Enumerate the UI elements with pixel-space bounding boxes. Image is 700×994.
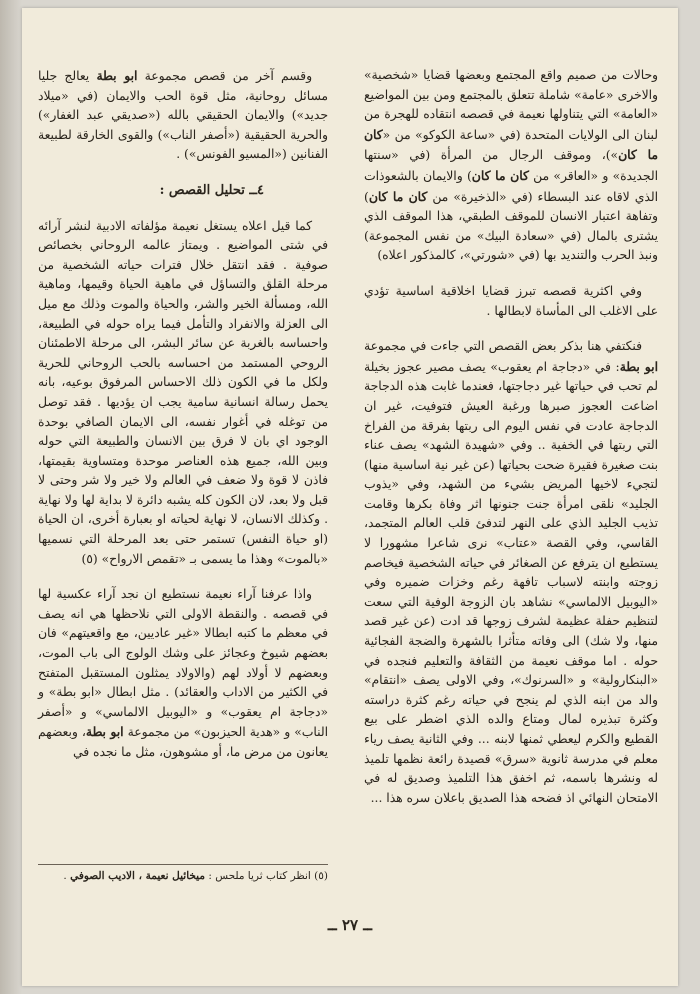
page-number: ــ ٢٧ ــ	[327, 916, 373, 934]
text-run: »)، وموقف الرجال من المرأة (في «سنتها الجديدة» و «العاقر» من	[364, 148, 658, 183]
section-heading: ٤ــ تحليل القصص :	[159, 182, 264, 198]
book-title: كان ما كان	[364, 126, 658, 163]
text-run: ) وتفاهة اعتبار الانسان للموقف الطبقي، هذا الموقف الذي يشترى بالمال (في «سعادة البيك» من نفس المجموعة) ونبذ الحرب والتنديد بها (في «شورتي»، كالمذكور اعلاه)	[364, 189, 658, 263]
text-run: ) والايمان بالشعوذات الذي لاقاه عند البسطاء (في «الذخيرة» من	[364, 168, 658, 204]
footnote-suffix: .	[63, 870, 71, 882]
book-title: ابو بطة	[619, 358, 658, 374]
binding-shadow	[0, 0, 22, 994]
left-paragraph-2: كما قيل اعلاه يستغل نعيمة مؤلفاته الادبية لنشر آرائه في شتى المواضيع . ويمتاز عالمه الروحاني بخصائص صوفية . فقد انتقل خلال فترات حياته الشخصية من مرحلة القلق والتساؤل في ماهية الحياة وقيمها، وماهية الله، ومسألة الخير والشر، والحياة والموت وذلك مع ميل الى العزلة والانفراد والتأمل فيما يراه حوله في الطبيعة، واحساسه بالغربة عن سائر البشر، الى مرحلة الاطمئنان الروحي المستمد من احساسه بالحب الروحاني للحرية ولكل ما في الكون ذلك الاحساس المرفوق بوعيه، بانه يحمل رسالة انسانية سامية يجب ان يؤديها . فقد توصل من توغله في أغوار نفسه، الى الايمان الصافي بوحدة الوجود اي بان لا فرق بين الانسان والطبيعة التي حوله وبين الله، جميع هذه العناصر موحدة ومتساوية بقيمتها، فاذن لا قوة ولا ضعف في العالم ولا خير ولا شر وحتى لا قبل ولا بعد، لان الكون كله يشبه دائرة لا بداية لها ولا نهاية . وكذلك الانسان، لا نهاية لحياته او بعبارة أخرى، ان الحياة (او حياة النفس) تستمر حتى بعد المرحلة التي نسميها «بالموت» وهذا ما يسمى بـ «تقمص الارواح» (٥)	[38, 218, 328, 566]
footnote-book-title: ميخائيل نعيمة ، الاديب الصوفي	[70, 870, 205, 882]
left-column	[38, 66, 328, 779]
magazine-page	[22, 8, 678, 986]
book-title: كان ما كان	[471, 167, 529, 183]
text-run: : في «دجاجة ام يعقوب» يصف مصير عجوز بخيلة لم تحب في حياتها غير دجاجتها، فعندما غابت هذه الدجاجة اضاعت العجوز صبرها ورغبة العيش فتوفيت، غير ان الدجاجة عادت في نفس اليوم الى ربتها بفرقة من الفراخ التي ربتها في الخفية .. وفي «شهيدة الشهد» يصف عناء بنت صغيرة فقيرة ضحت بحياتها (عن غير نية اساسية منها) لتجيء لاخيها المريض بشيء من الشهد، وفي «يذوب الجليد» نلقى امرأة جنت جنونها اثر وفاة بكرها وقامت تذيب الجليد الذي على النهر لتدفئ قلب العالم المتجمد، القاسي، وفي القصة «عتاب» نرى شاعرا مشهورا لا يستطيع ان يترفع عن الصغائر في حياته الشخصية فيخاصم زوجته وابنته لاسباب تافهة رغم وخزات ضميره وفي «اليوبيل الالماسي» نشاهد بان الزوجة الوفية التي سعت لتنظيم حفلة عظيمة لشرف زوجها قد ادت (عن غير قصد منها، ولا شك) الى وفاته متأثرا بالشهرة والضجة الفجائية حوله . اما موقف نعيمة من الثقافة والتعليم فنجده في «البنكارولية» و «السرنوك»، وفي الاولى يصف «انتقام» والد من ابنه الذي لم ينجح في حياته رغم كثرة دراسته وكثرة تبذيره لمال ومتاع والده الذي اضطر على بيع القطيع والكرم ليعطي ثمنها لابنه ... وفي الثانية يصف رياء معلم في مدرسة ثانوية «سرق» قصيدة رائعة نظمها تلميذ له ونشرها باسمه، ثم اخفق هذا التلميذ وصديق له في الامتحان النهائي اذ فضحه هذا الصديق باعلان سره هذا ...	[364, 359, 658, 805]
footnote-prefix: (٥) انظر كتاب ثريا ملحس :	[208, 870, 328, 882]
text-run: وقسم آخر من قصص مجموعة	[137, 69, 313, 83]
text-run: يعالج جليا مسائل روحانية، مثل قوة الحب والايمان (في «ميلاد جديد») والايمان الحقيقي بالله («صديقي عبد الغفار») والحرية الحقيقية («أصفر الناب») والقوى الخارقة لطبيعة الفنانين («المسيو الفونس») .	[38, 69, 328, 162]
footnote	[38, 870, 328, 882]
book-title: كان ما كان	[368, 188, 428, 204]
left-paragraph-3	[38, 585, 328, 762]
text-run: فنكتفي هنا بذكر بعض القصص التي جاءت في مجموعة	[364, 339, 642, 354]
text-run: وحالات من صميم واقع المجتمع وبعضها قضايا «شخصية» والاخرى «عامة» شاملة تتعلق بالمجتمع ومن بين المواضيع «العامة» التي يتناولها نعيمة في قصصه انتقاده للهجرة من لبنان الى الولايات المتحدة (في «ساعة الكوكو» من «	[364, 68, 658, 142]
left-paragraph-1	[38, 66, 328, 165]
right-paragraph-2: وفي اكثرية قصصه تبرز قضايا اخلاقية اساسية تؤدي على الاغلب الى المأساة لابطالها .	[364, 283, 658, 318]
text-run: واذا عرفنا آراء نعيمة نستطيع ان نجد آراء عكسية لها في قصصه . والنقطة الاولى التي نلاحظها هي انه يصف في معظم ما كتبه ابطالا «غير عاديين، مع واقعيتهم» فان بعضهم شيوخ وعجائز على وشك الولوج الى باب الموت، وبعضهم لا أولاد لهم (والاولاد يمثلون المستقبل المتفتح في الكثير من الاداب والعقائد) . مثل ابطال «ابو بطة» و «دجاجة ام يعقوب» و «اليوبيل الالماسي» و «أصفر الناب» و «هدية الحيزبون» من مجموعة	[38, 587, 328, 740]
right-column	[364, 66, 658, 824]
book-title: ابو بطة	[96, 68, 138, 83]
text-run: ، وبعضهم يعانون من مرض ما، أو مشوهون، مثل ما نجده في	[38, 725, 328, 759]
footnote-divider	[38, 864, 328, 865]
right-paragraph-3	[364, 337, 658, 808]
book-title: ابو بطة	[85, 724, 124, 740]
right-paragraph-1	[364, 66, 658, 266]
